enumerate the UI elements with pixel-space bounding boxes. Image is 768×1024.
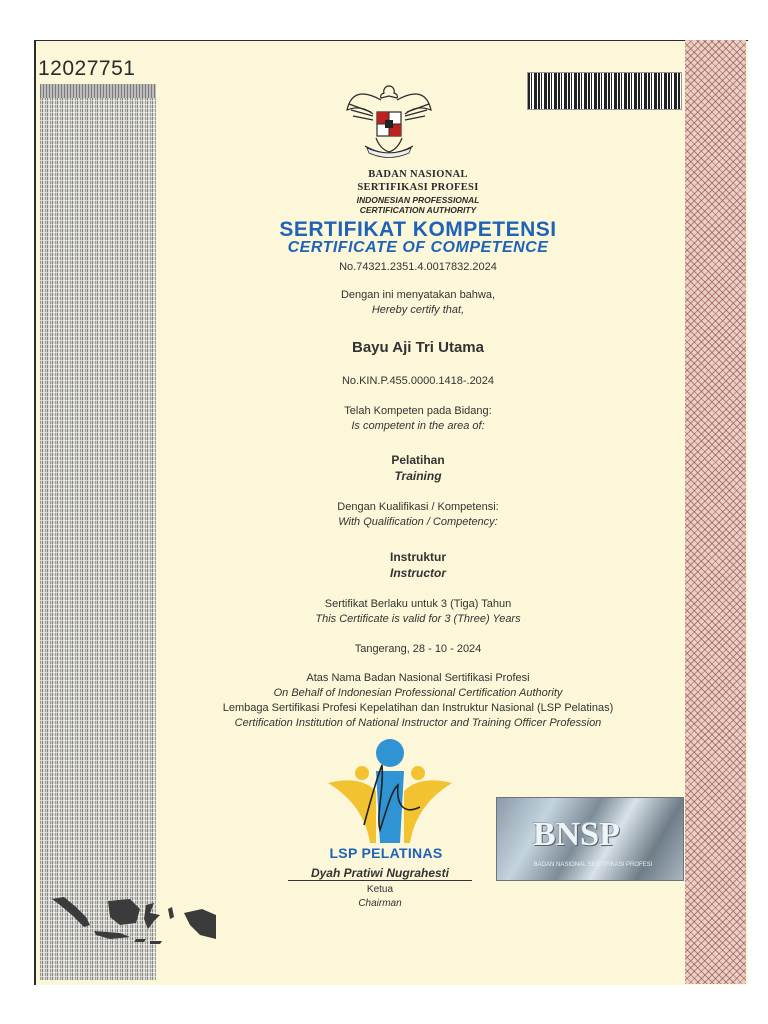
- serial-number: 12027751: [38, 57, 136, 80]
- authority-en-line-2: CERTIFICATION AUTHORITY: [359, 205, 477, 215]
- authority-name-en: [150, 195, 686, 215]
- certificate-subtitle: CERTIFICATE OF COMPETENCE: [287, 239, 549, 256]
- signer-role-id: Ketua: [366, 884, 394, 895]
- certificate-title: SERTIFIKAT KOMPETENSI: [279, 218, 557, 241]
- security-microtext-strip: [40, 84, 156, 980]
- field-label-id: Telah Kompeten pada Bidang:: [344, 405, 492, 417]
- signature-line: [288, 880, 472, 881]
- holder-name: Bayu Aji Tri Utama: [352, 339, 484, 356]
- certificate-number: No.74321.2351.4.0017832.2024: [339, 261, 497, 273]
- hologram-subtext: BADAN NASIONAL SERTIFIKASI PROFESI: [533, 862, 653, 868]
- certify-statement-en: Hereby certify that,: [371, 304, 465, 316]
- registration-number: No.KIN.P.455.0000.1418-.2024: [341, 375, 495, 387]
- validity-id: Sertifikat Berlaku untuk 3 (Tiga) Tahun: [324, 598, 512, 610]
- institution-id: Lembaga Sertifikasi Profesi Kepelatihan dan Instruktur Nasional (LSP Pelatinas): [222, 702, 614, 714]
- qualification-label-en: With Qualification / Competency:: [338, 516, 498, 528]
- qualification-value-en: Instructor: [389, 566, 446, 580]
- institution-en: Certification Institution of National Instructor and Training Officer Profession: [234, 717, 602, 729]
- decorative-border-right: [685, 40, 746, 984]
- hologram-text: BNSP: [533, 816, 620, 853]
- qualification-label-id: Dengan Kualifikasi / Kompetensi:: [337, 501, 499, 513]
- qualification-value-id: Instruktur: [389, 550, 446, 564]
- authority-line-2: SERTIFIKASI PROFESI: [357, 182, 479, 193]
- behalf-en: On Behalf of Indonesian Professional Certification Authority: [273, 687, 563, 699]
- behalf-id: Atas Nama Badan Nasional Sertifikasi Profesi: [306, 672, 530, 684]
- field-value-id: Pelatihan: [391, 453, 445, 467]
- signer-role-en: Chairman: [358, 898, 402, 909]
- authority-en-line-1: INDONESIAN PROFESSIONAL: [356, 195, 480, 205]
- authority-name-id: [150, 168, 686, 194]
- lsp-pelatinas-logo-icon: [320, 735, 460, 845]
- garuda-pancasila-icon: [343, 80, 435, 166]
- signer-name: Dyah Pratiwi Nugrahesti: [310, 866, 450, 880]
- barcode: [527, 72, 682, 110]
- indonesia-map-icon: [50, 895, 220, 953]
- place-date: Tangerang, 28 - 10 - 2024: [354, 643, 482, 655]
- field-label-en: Is competent in the area of:: [351, 420, 485, 432]
- certify-statement-id: Dengan ini menyatakan bahwa,: [340, 289, 496, 301]
- lsp-logo-text: LSP PELATINAS: [329, 845, 443, 861]
- bnsp-hologram: [496, 797, 684, 881]
- field-value-en: Training: [394, 469, 442, 483]
- authority-line-1: BADAN NASIONAL: [368, 169, 468, 180]
- security-microtext-top: [40, 84, 156, 98]
- validity-en: This Certificate is valid for 3 (Three) Years: [315, 613, 521, 625]
